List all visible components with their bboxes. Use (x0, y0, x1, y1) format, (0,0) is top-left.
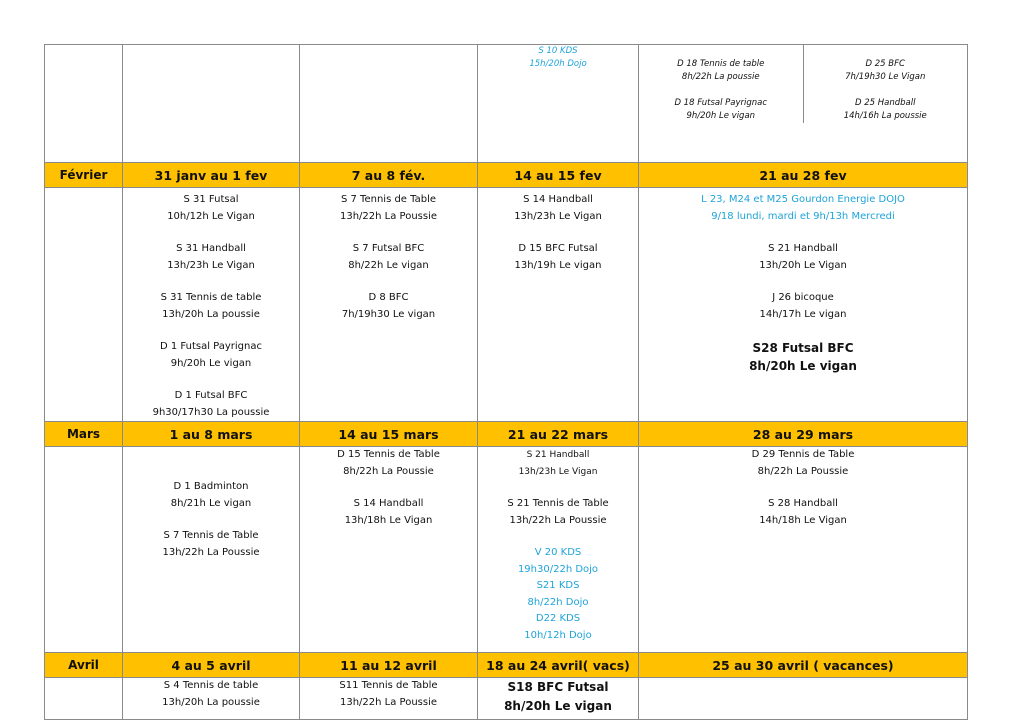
event-line: D 29 Tennis de Table (751, 449, 855, 460)
fevrier-header-row (45, 163, 968, 188)
event-line: 13h/20h La poussie (162, 308, 260, 320)
event-line: D 18 Futsal Payrignac (674, 98, 768, 108)
week-header: 14 au 15 fev (478, 163, 639, 188)
event-line: 13h/23h Le Vigan (167, 259, 255, 271)
avril-header-row (45, 653, 968, 678)
event-line: S11 Tennis de Table (339, 680, 438, 691)
event-line: S 7 Tennis de Table (163, 530, 259, 541)
event-cell (123, 447, 300, 653)
event-line: 7h/19h30 Le Vigan (845, 72, 926, 82)
event-line: S 7 Tennis de Table (340, 194, 436, 205)
event-line: 8h/22h Le vigan (348, 259, 429, 271)
top-month-cell (45, 45, 123, 163)
event-cell (478, 188, 639, 422)
event-line: S 31 Handball (176, 243, 246, 254)
event-line: 9h30/17h30 La poussie (152, 406, 270, 418)
top-kds-events (478, 45, 638, 71)
event-line: S 7 Futsal BFC (352, 243, 425, 254)
event-line: 13h/22h La Poussie (162, 546, 260, 558)
event-line: S 14 Handball (353, 498, 424, 509)
event-line: S 31 Futsal (183, 194, 239, 205)
event-line: 13h/22h La Poussie (509, 514, 607, 526)
event-line: 13h/18h Le Vigan (344, 514, 433, 526)
event-line: 10h/12h Dojo (524, 629, 592, 641)
event-line: D 25 Handball (855, 98, 916, 108)
week-header: 11 au 12 avril (300, 653, 478, 678)
event-line: 13h/22h La Poussie (339, 210, 438, 222)
event-line: 8h/21h Le vigan (170, 497, 252, 509)
top-events-18 (639, 45, 804, 123)
top-cell-2 (300, 45, 478, 163)
week-header: 18 au 24 avril( vacs) (478, 653, 639, 678)
event-line: L 23, M24 et M25 Gourdon Energie DOJO (701, 194, 905, 205)
week-header: 21 au 28 fev (639, 163, 968, 188)
event-line: V 20 KDS (534, 547, 582, 558)
event-cell (300, 188, 478, 422)
event-line: S 28 Handball (768, 498, 838, 509)
event-line: 8h/20h Le vigan (504, 699, 612, 713)
event-cell (639, 188, 968, 422)
event-line: 13h/20h La poussie (162, 696, 260, 708)
event-line: D 15 Tennis de Table (337, 449, 440, 460)
event-line: D 15 BFC Futsal (518, 243, 598, 254)
event-line: D22 KDS (535, 613, 581, 624)
event-cell (123, 188, 300, 422)
month-label-fevrier: Février (45, 163, 123, 188)
event-line: S 4 Tennis de table (163, 680, 259, 691)
event-line: 9h/20h Le vigan (170, 357, 252, 369)
top-cell-4 (639, 45, 968, 163)
event-line: S18 BFC Futsal (507, 680, 609, 694)
month-cell (45, 188, 123, 422)
event-cell (639, 678, 968, 720)
event-line: S21 KDS (536, 580, 580, 591)
week-header: 28 au 29 mars (639, 422, 968, 447)
event-cell (300, 678, 478, 720)
event-line: 13h/19h Le vigan (514, 259, 602, 271)
event-line: S28 Futsal BFC (752, 341, 854, 355)
event-line: 10h/12h Le Vigan (167, 210, 255, 222)
event-line: D 18 Tennis de table (677, 59, 765, 69)
event-line: 8h/22h La Poussie (343, 465, 434, 477)
event-cell (478, 447, 639, 653)
event-line: 13h/22h La Poussie (339, 696, 438, 708)
event-cell (300, 447, 478, 653)
event-line: J 26 bicoque (772, 292, 834, 303)
fevrier-content-row (45, 188, 968, 422)
event-line: S 21 Handball (768, 243, 838, 254)
week-header: 21 au 22 mars (478, 422, 639, 447)
event-line: 19h30/22h Dojo (517, 563, 599, 575)
event-line: 9h/20h Le vigan (686, 111, 756, 121)
event-cell (123, 678, 300, 720)
event-line: 8h/20h Le vigan (749, 359, 857, 373)
event-line: 14h/16h La poussie (843, 111, 927, 121)
top-events-25 (804, 45, 968, 123)
event-line: 7h/19h30 Le vigan (341, 308, 436, 320)
schedule-table (44, 44, 968, 720)
event-cell (639, 447, 968, 653)
event-line: S 21 Tennis de Table (507, 498, 609, 509)
event-line: 8h/22h La poussie (681, 72, 760, 82)
month-label-mars: Mars (45, 422, 123, 447)
event-line: 8h/22h La Poussie (757, 465, 849, 477)
event-line: S 10 KDS (538, 46, 578, 56)
week-header: 4 au 5 avril (123, 653, 300, 678)
event-line: 15h/20h Dojo (529, 59, 587, 69)
event-line: S 14 Handball (523, 194, 593, 205)
top-cell-1 (123, 45, 300, 163)
event-line: 14h/17h Le vigan (759, 308, 847, 320)
event-line: D 1 Futsal Payrignac (159, 341, 262, 352)
week-header: 25 au 30 avril ( vacances) (639, 653, 968, 678)
week-header: 14 au 15 mars (300, 422, 478, 447)
month-cell (45, 678, 123, 720)
event-line: D 1 Badminton (173, 481, 249, 492)
event-line: D 25 BFC (865, 59, 905, 69)
week-header: 1 au 8 mars (123, 422, 300, 447)
event-cell (478, 678, 639, 720)
event-line: 13h/23h Le Vigan (518, 466, 598, 477)
mars-header-row (45, 422, 968, 447)
month-label-avril: Avril (45, 653, 123, 678)
event-line: 9/18 lundi, mardi et 9h/13h Mercredi (711, 210, 895, 222)
month-cell (45, 447, 123, 653)
mars-content-row (45, 447, 968, 653)
event-line: D 8 BFC (368, 292, 409, 303)
top-cell-3 (478, 45, 639, 163)
event-line: D 1 Futsal BFC (174, 390, 248, 401)
event-line: 14h/18h Le Vigan (759, 514, 847, 526)
top-split-cell (639, 45, 967, 123)
avril-content-row (45, 678, 968, 720)
top-row (45, 45, 968, 163)
event-line: 13h/20h Le Vigan (759, 259, 847, 271)
event-line: 13h/23h Le Vigan (514, 210, 602, 222)
event-line: S 31 Tennis de table (160, 292, 262, 303)
week-header: 7 au 8 fév. (300, 163, 478, 188)
event-line: 8h/22h Dojo (527, 596, 589, 608)
event-line: S 21 Handball (526, 450, 590, 460)
week-header: 31 janv au 1 fev (123, 163, 300, 188)
